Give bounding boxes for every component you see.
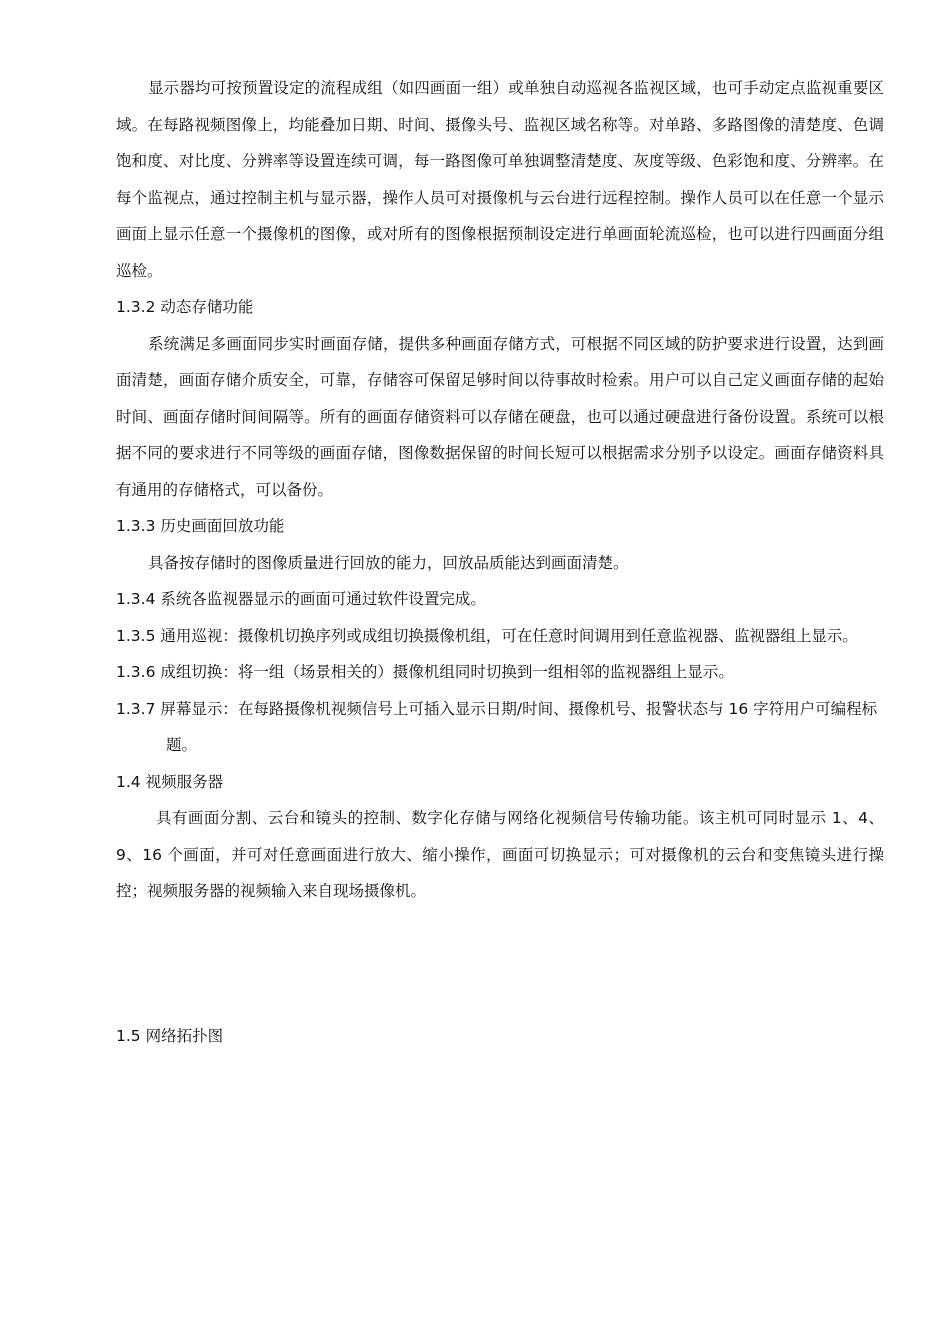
section-heading-1-5: 1.5 网络拓扑图 bbox=[116, 1026, 224, 1045]
section-heading-1-3-2: 1.3.2 动态存储功能 bbox=[116, 298, 254, 316]
blank-spacer bbox=[116, 910, 884, 1018]
list-item-1-3-6: 1.3.6 成组切换：将一组（场景相关的）摄像机组同时切换到一组相邻的监视器组上显示。 bbox=[116, 663, 734, 681]
section-paragraph-1-4: 具有画面分割、云台和镜头的控制、数字化存储与网络化视频信号传输功能。该主机可同时显示 1、4、9、16 个画面，并可对任意画面进行放大、缩小操作，画面可切换显示；可对摄像机的云台和变焦镜头进行操控；视频服务器的视频输入来自现场摄像机。 bbox=[116, 809, 884, 900]
section-heading-1-3-3: 1.3.3 历史画面回放功能 bbox=[116, 517, 285, 535]
list-item-1-3-7: 1.3.7 屏幕显示：在每路摄像机视频信号上可插入显示日期/时间、摄像机号、报警状态与 16 字符用户可编程标题。 bbox=[116, 699, 878, 754]
document-body bbox=[116, 70, 884, 1054]
list-item-1-3-4: 1.3.4 系统各监视器显示的画面可通过软件设置完成。 bbox=[116, 590, 486, 608]
intro-paragraph: 显示器均可按预置设定的流程成组（如四画面一组）或单独自动巡视各监视区域，也可手动定点监视重要区域。在每路视频图像上，均能叠加日期、时间、摄像头号、监视区域名称等。对单路、多路图像的清楚度、色调饱和度、对比度、分辨率等设置连续可调，每一路图像可单独调整清楚度、灰度等级、色彩饱和度、分辨率。在每个监视点，通过控制主机与显示器，操作人员可对摄像机与云台进行远程控制。操作人员可以在任意一个显示画面上显示任意一个摄像机的图像，或对所有的图像根据预制设定进行单画面轮流巡检，也可以进行四画面分组巡检。 bbox=[116, 79, 884, 280]
section-paragraph-1-3-2: 系统满足多画面同步实时画面存储，提供多种画面存储方式，可根据不同区域的防护要求进行设置，达到画面清楚，画面存储介质安全，可靠，存储容可保留足够时间以待事故时检索。用户可以自己定义画面存储的起始时间、画面存储时间间隔等。所有的画面存储资料可以存储在硬盘，也可以通过硬盘进行备份设置。系统可以根据不同的要求进行不同等级的画面存储，图像数据保留的时间长短可以根据需求分别予以设定。画面存储资料具有通用的存储格式，可以备份。 bbox=[116, 334, 884, 499]
list-item-1-3-5: 1.3.5 通用巡视：摄像机切换序列或成组切换摄像机组，可在任意时间调用到任意监视器、监视器组上显示。 bbox=[116, 626, 858, 645]
section-paragraph-1-3-3: 具备按存储时的图像质量进行回放的能力，回放品质能达到画面清楚。 bbox=[148, 553, 629, 572]
section-heading-1-4: 1.4 视频服务器 bbox=[116, 772, 224, 791]
